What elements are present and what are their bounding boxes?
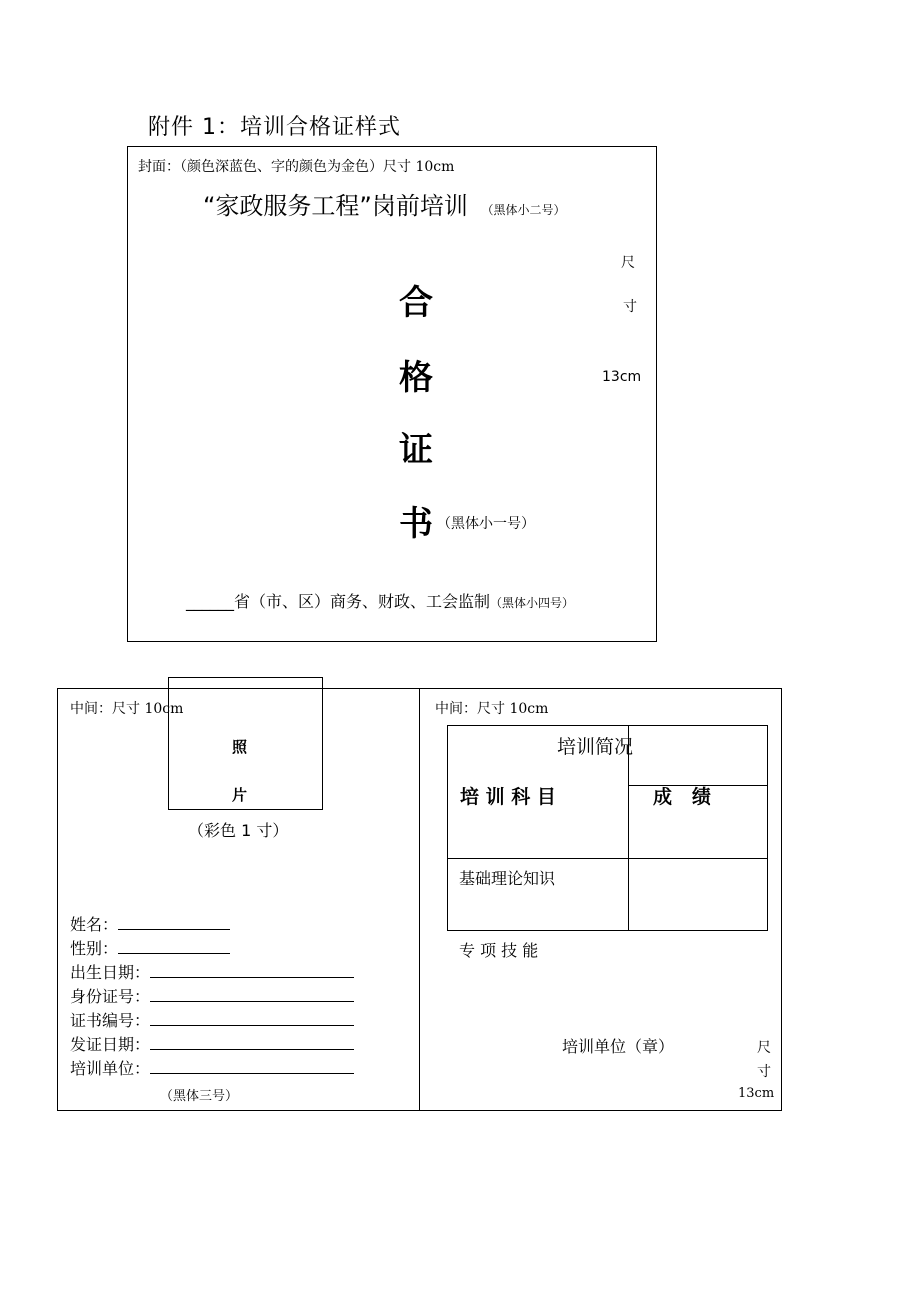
inner-right-note: 中间：尺寸 10cm <box>435 701 549 717</box>
field-training-unit-label: 培训单位： <box>70 1059 151 1078</box>
table-row-divider-2 <box>447 858 768 859</box>
field-name-label: 姓名： <box>70 915 119 934</box>
field-issue-date[interactable] <box>70 1033 354 1057</box>
table-row-basic: 基础理论知识 <box>459 869 556 888</box>
cover-title-char-2: 格 <box>399 358 433 398</box>
cover-size-char-1: 尺 <box>621 255 635 271</box>
right-size-char-3: 13cm <box>738 1086 775 1101</box>
cover-heading <box>203 186 566 221</box>
field-id-number[interactable] <box>70 985 354 1009</box>
cover-size-char-2: 寸 <box>623 299 637 315</box>
cover-heading-note: （黑体小二号） <box>481 203 566 217</box>
field-issue-date-label: 发证日期： <box>70 1035 151 1054</box>
photo-caption: （彩色 1 寸） <box>188 821 289 840</box>
training-unit-seal: 培训单位（章） <box>562 1037 675 1056</box>
cover-heading-text: “家政服务工程”岗前培训 <box>203 192 468 220</box>
inner-left-note: 中间：尺寸 10cm <box>70 701 184 717</box>
supervision-note: （黑体小四号） <box>490 596 575 610</box>
supervision-text: 省（市、区）商务、财政、工会监制 <box>234 592 491 611</box>
table-col-subject: 培 训 科 目 <box>460 786 556 808</box>
cover-title-char-3: 证 <box>399 430 433 470</box>
spread-divider <box>419 688 420 1111</box>
font-note: （黑体三号） <box>160 1089 239 1104</box>
field-birthdate-label: 出生日期： <box>70 963 151 982</box>
cover-note: 封面：（颜色深蓝色、字的颜色为金色）尺寸 10cm <box>138 159 455 175</box>
field-id-number-label: 身份证号： <box>70 987 151 1006</box>
photo-char-1: 照 <box>232 738 248 756</box>
photo-char-2: 片 <box>232 786 248 804</box>
supervision-blank: ______ <box>186 592 234 611</box>
right-size-char-1: 尺 <box>757 1040 771 1056</box>
field-gender-label: 性别： <box>70 939 119 958</box>
cover-title-char-1: 合 <box>399 283 433 323</box>
cover-size-char-3: 13cm <box>602 369 642 385</box>
table-row-skill: 专 项 技 能 <box>459 941 539 960</box>
cover-supervision <box>186 589 574 612</box>
cover-title-note: （黑体小一号） <box>437 516 535 532</box>
cover-title-char-4: 书 <box>399 504 433 544</box>
right-size-char-2: 寸 <box>757 1064 771 1080</box>
field-birthdate[interactable] <box>70 961 354 985</box>
field-certificate-number[interactable] <box>70 1009 354 1033</box>
field-gender[interactable] <box>70 937 230 961</box>
field-training-unit[interactable] <box>70 1057 354 1081</box>
field-certificate-number-label: 证书编号： <box>70 1011 151 1030</box>
table-title: 培训简况 <box>557 736 634 758</box>
page-title: 附件 1：培训合格证样式 <box>148 115 401 140</box>
field-name[interactable] <box>70 913 230 937</box>
table-col-score: 成 绩 <box>653 786 711 808</box>
